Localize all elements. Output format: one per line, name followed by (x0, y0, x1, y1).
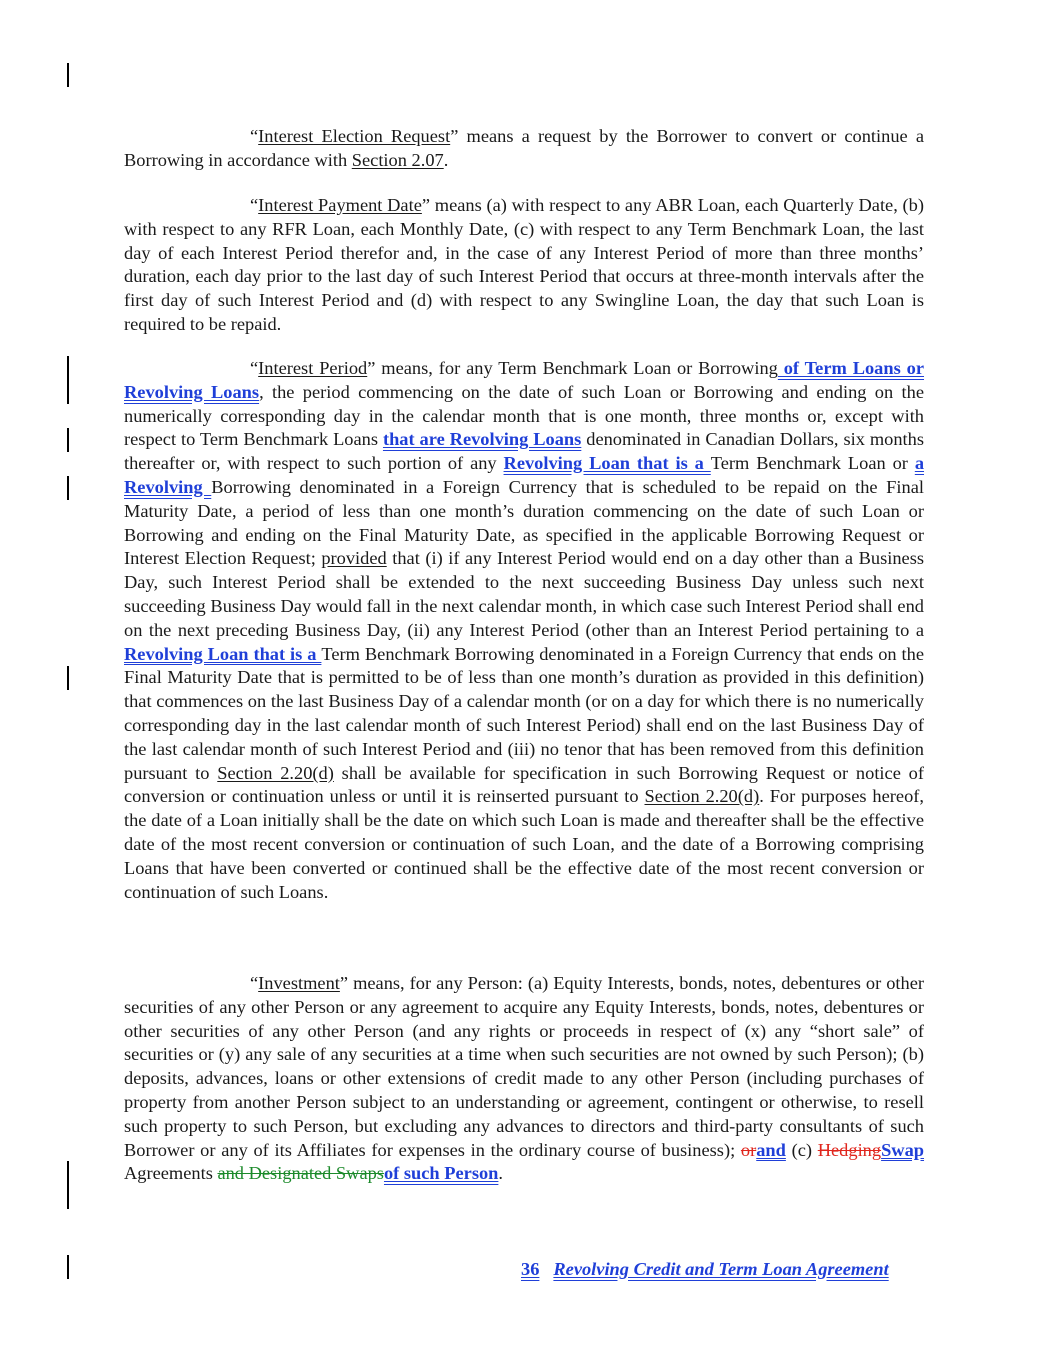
defined-term: Interest Period (258, 358, 368, 378)
change-bar (67, 428, 69, 452)
change-bar (67, 1255, 69, 1279)
change-bar (67, 666, 69, 690)
inserted-text: Revolving Loan that is a (503, 453, 711, 474)
section-reference: Section 2.20(d) (217, 762, 334, 783)
page-number: 36 (521, 1259, 540, 1279)
section-reference: Section 2.07 (351, 149, 444, 170)
definition-interest-period: “Interest Period” means, for any Term Benchmark Loan or Borrowing of Term Loans or Revolving Loans, the period commencing on the date of such Loan or Borrowing and ending on the numerically corresponding day in the calendar month that is one month, three months or, except with respect to Term Benchmark Loans that are Revolving Loans denominated in Canadian Dollars, six months thereafter or, with respect to such portion of any Revolving Loan that is a Term Benchmark Loan or a Revolving Borrowing denominated in a Foreign Currency that is scheduled to be repaid on the Final Maturity Date, a period of less than one month’s duration commencing on the date of such Loan or Borrowing and ending on the Final Maturity Date, as specified in the applicable Borrowing Request or Interest Election Request; provided that (i) if any Interest Period would end on a day other than a Business Day, such Interest Period shall be extended to the next succeeding Business Day unless such next succeeding Business Day would fall in the next calendar month, in which case such Interest Period shall end on the next preceding Business Day, (ii) any Interest Period (other than an Interest Period pertaining to a Revolving Loan that is a Term Benchmark Borrowing denominated in a Foreign Currency that ends on the Final Maturity Date that is permitted to be of less than one month’s duration as provided in this definition) that commences on the last Business Day of a calendar month (or on a day for which there is no numerically corresponding day in the last calendar month of such Interest Period) shall end on the last Business Day of the last calendar month of such Interest Period and (iii) no tenor that has been removed from this definition pursuant to Section 2.20(d) shall be available for specification in such Borrowing Request or notice of conversion or continuation unless or until it is reinserted pursuant to Section 2.20(d). For purposes hereof, the date of a Loan initially shall be the date on which such Loan is made and thereafter shall be the effective date of the most recent conversion or continuation of such Loan, and the date of a Borrowing comprising Loans that have been converted or continued shall be the effective date of the most recent conversion or continuation of such Loans. (124, 358, 925, 902)
inserted-text: Swap (881, 1139, 925, 1160)
change-bar (67, 63, 69, 87)
definition-investment: “Investment” means, for any Person: (a) Equity Interests, bonds, notes, debentures or other securities of any other Person or any agreement to acquire any Equity Interests, bonds, notes, debentures or other securities of any other Person (and any rights or proceeds in respect of (x) any “short sale” of securities or (y) any sale of any securities at a time when such securities are not owned by such Person); (b) deposits, advances, loans or other extensions of credit made to any other Person (including purchases of property from another Person subject to an understanding or agreement, contingent or otherwise, to resell such property to such Person, but excluding any advances to directors and third-party consultants of such Borrower or any of its Affiliates for expenses in the ordinary course of business); orand (c) HedgingSwap Agreements and Designated Swapsof such Person. (124, 973, 925, 1184)
inserted-text: a Revolving (124, 453, 925, 497)
defined-term: Interest Election Request (258, 126, 451, 146)
definition-interest-election-request: “Interest Election Request” means a request by the Borrower to convert or continue a Borrowing in accordance with Section 2.07. (124, 126, 925, 170)
defined-term: Investment (258, 973, 340, 993)
document-title: Revolving Credit and Term Loan Agreement (553, 1259, 889, 1279)
inserted-text: and (756, 1139, 786, 1160)
moved-deleted-text: and Designated Swaps (217, 1163, 384, 1184)
deleted-text: or (740, 1139, 757, 1160)
provided-term: provided (321, 548, 387, 569)
section-reference: Section 2.20(d) (644, 786, 760, 807)
change-bar (67, 1161, 69, 1209)
change-bar (67, 476, 69, 500)
inserted-text: Revolving Loan that is a (124, 643, 322, 664)
change-bar (67, 356, 69, 404)
definition-interest-payment-date: “Interest Payment Date” means (a) with respect to any ABR Loan, each Quarterly Date, (b) with respect to any RFR Loan, each Monthly Date, (c) with respect to any Term Benchmark Loan, the last day of each Interest Period therefor and, in the case of any Interest Period of more than three months’ duration, each day prior to the last day of such Interest Period that occurs at three-month intervals after the first day of such Interest Period and (d) with respect to any Swingline Loan, the day that such Loan is required to be repaid. (124, 195, 924, 334)
defined-term: Interest Payment Date (258, 195, 422, 215)
page-footer (521, 1257, 889, 1281)
inserted-text: that are Revolving Loans (382, 429, 582, 450)
inserted-text: of Term Loans or Revolving Loans (124, 358, 925, 402)
deleted-text: Hedging (817, 1139, 882, 1160)
inserted-text: of such Person (383, 1163, 499, 1184)
